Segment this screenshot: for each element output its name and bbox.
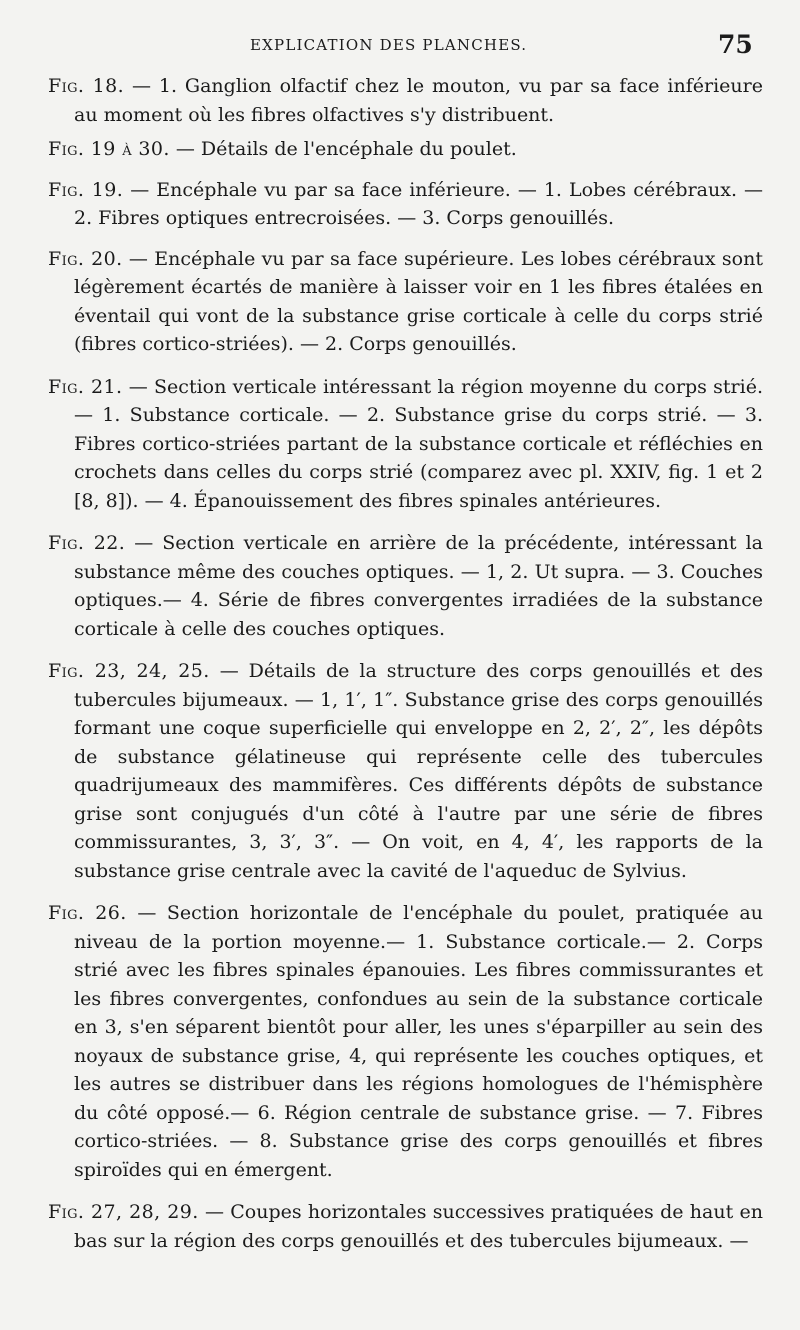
figure-label: Fig. 26. xyxy=(48,902,127,924)
figure-label: Fig. 22. xyxy=(48,532,126,554)
figure-description: — 1. Ganglion olfactif chez le mouton, vu par sa face inférieure au moment où les fibres olfactives s'y distribuent. xyxy=(74,75,763,126)
running-head: EXPLICATION DES PLANCHES. xyxy=(250,36,528,54)
figure-description: — Section verticale en arrière de la précédente, intéressant la substance même des couches optiques. — 1, 2. Ut supra. — 3. Couches optiques.— 4. Série de fibres convergentes irradiées de la substance corticale à celle des couches optiques. xyxy=(74,532,763,640)
figure-description: — Encéphale vu par sa face inférieure. — 1. Lobes cérébraux. — 2. Fibres optiques entrecroisées. — 3. Corps genouillés. xyxy=(74,178,763,229)
figure-label: Fig. 27, 28, 29. xyxy=(48,1201,199,1223)
figure-entry xyxy=(48,245,763,359)
figure-description: — Détails de la structure des corps genouillés et des tubercules bijumeaux. — 1, 1′, 1″. Substance grise des corps genouillés formant une coque superficielle qui enveloppe en 2, 2′, 2″, les dépôts de substance gélatineuse qui représente celle des tubercules quadrijumeaux des mammifères. Ces différents dépôts de substance grise sont conjugués d'un côté à l'autre par une série de fibres commissurantes, 3, 3′, 3″. — On voit, en 4, 4′, les rapports de la substance grise centrale avec la cavité de l'aqueduc de Sylvius. xyxy=(74,660,763,882)
figure-entry xyxy=(48,135,763,164)
page-header xyxy=(0,28,800,68)
figure-entry xyxy=(48,176,763,233)
figure-entry xyxy=(48,373,763,516)
figure-label: Fig. 19. xyxy=(48,178,124,201)
figure-description: — Section verticale intéressant la région moyenne du corps strié.— 1. Substance corticale. — 2. Substance grise du corps strié. — 3. Fibres cortico-striées partant de la substance corticale et réfléchies en crochets dans celles du corps strié (comparez avec pl. XXIV, fig. 1 et 2 [8, 8]). — 4. Épanouissement des fibres spinales antérieures. xyxy=(74,375,764,512)
figure-entry xyxy=(48,657,763,885)
figure-label: Fig. 19 à 30. xyxy=(48,138,170,160)
figure-description: — Détails de l'encéphale du poulet. xyxy=(175,138,517,160)
figure-description: — Coupes horizontales successives pratiquées de haut en bas sur la région des corps genouillés et des tubercules bijumeaux. — xyxy=(74,1201,763,1252)
figure-explanations xyxy=(48,72,763,1255)
figure-entry xyxy=(48,529,763,643)
figure-entry xyxy=(48,899,763,1184)
figure-entry xyxy=(48,1198,763,1255)
figure-label: Fig. 21. xyxy=(48,375,123,398)
figure-label: Fig. 18. xyxy=(48,75,125,97)
figure-description: — Section horizontale de l'encéphale du poulet, pratiquée au niveau de la portion moyenne.— 1. Substance corticale.— 2. Corps strié avec les fibres spinales épanouies. Les fibres commissurantes et les fibres convergentes, confondues au sein de la substance corticale en 3, s'en séparent bientôt pour aller, les unes s'éparpiller au sein des noyaux de substance grise, 4, qui représente les couches optiques, et les autres se distribuer dans les régions homologues de l'hémisphère du côté opposé.— 6. Région centrale de substance grise. — 7. Fibres cortico-striées. — 8. Substance grise des corps genouillés et fibres spiroïdes qui en émergent. xyxy=(74,902,764,1181)
figure-entry xyxy=(48,72,763,129)
figure-description: — Encéphale vu par sa face supérieure. Les lobes cérébraux sont légèrement écartés de manière à laisser voir en 1 les fibres étalées en éventail qui vont de la substance grise corticale à celle du corps strié (fibres cortico-striées). — 2. Corps genouillés. xyxy=(74,247,763,355)
figure-label: Fig. 20. xyxy=(48,247,123,270)
figure-label: Fig. 23, 24, 25. xyxy=(48,660,210,682)
page-number: 75 xyxy=(718,30,753,59)
